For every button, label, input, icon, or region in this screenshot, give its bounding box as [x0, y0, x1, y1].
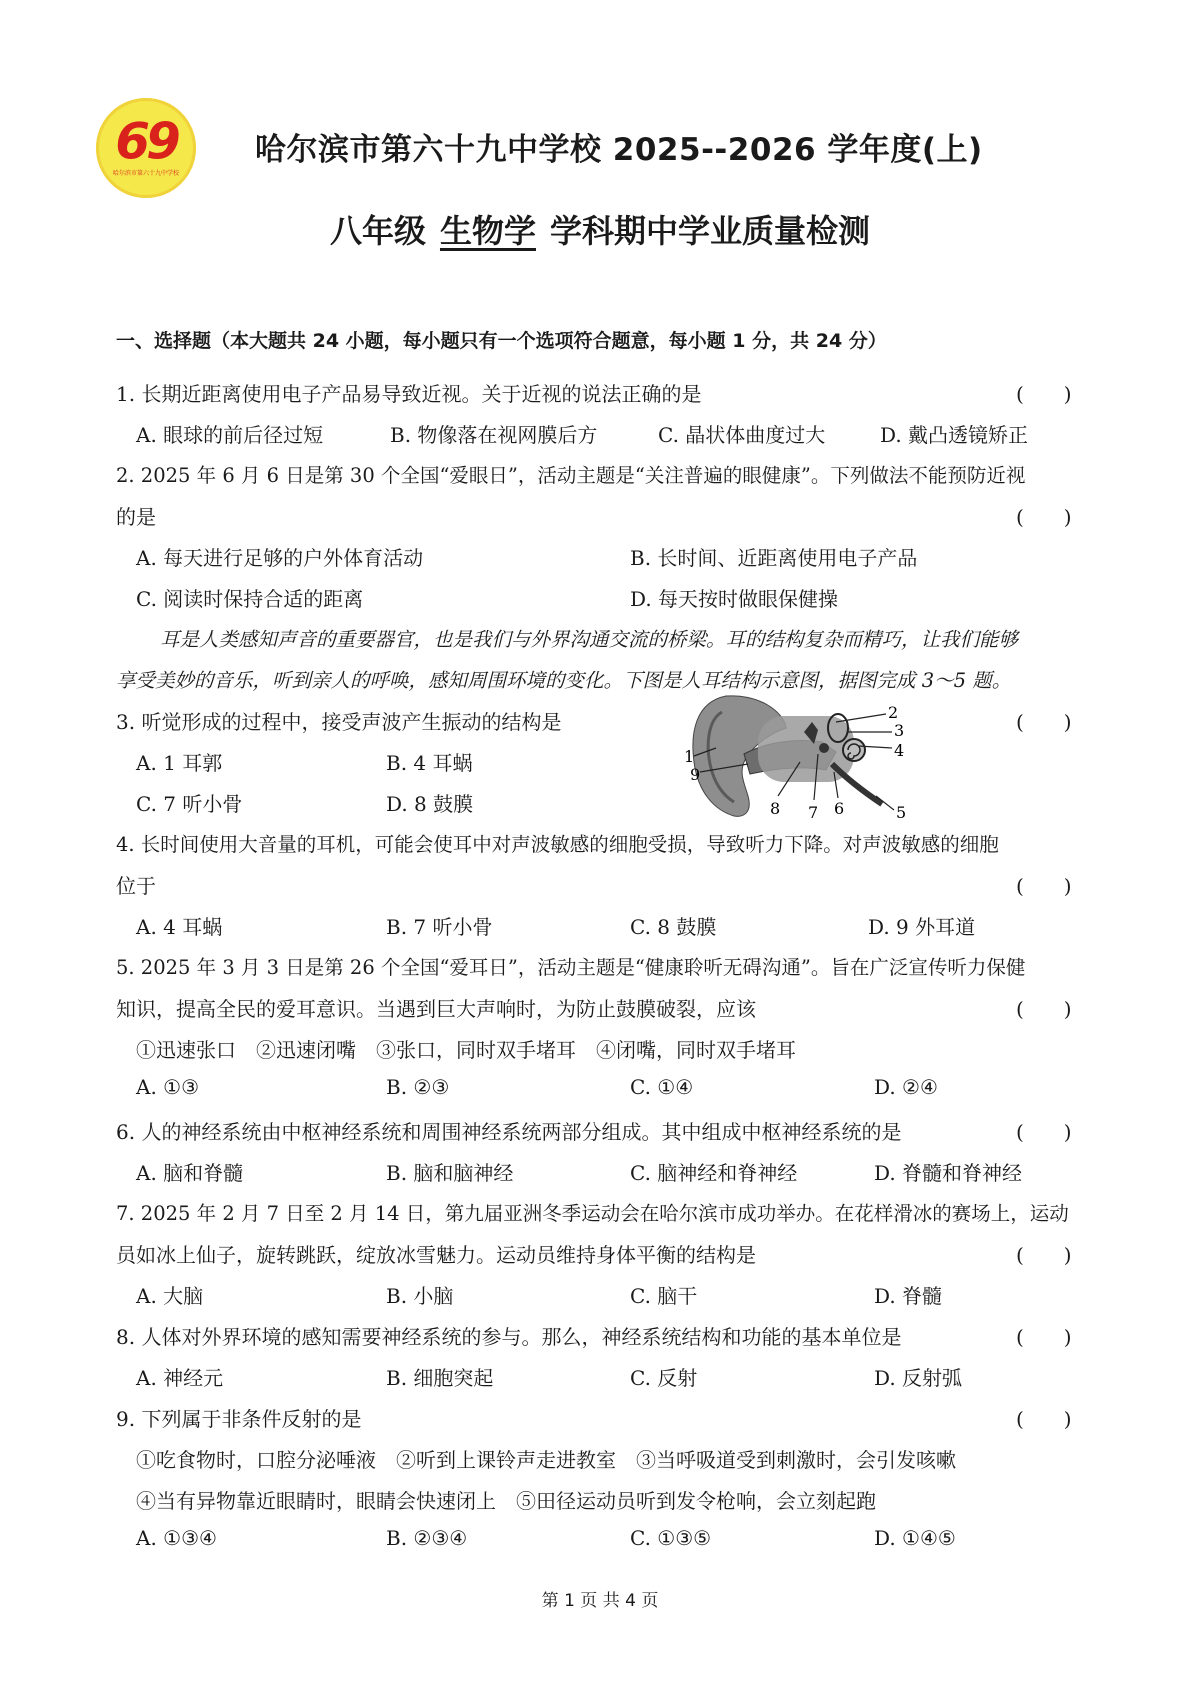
q3-option-b: B. 4 耳蜗 — [386, 751, 473, 775]
q5-option-d: D. ②④ — [874, 1075, 938, 1099]
q8-option-d: D. 反射弧 — [874, 1366, 963, 1390]
q7-stem-line2: 员如冰上仙子，旋转跳跃，绽放冰雪魅力。运动员维持身体平衡的结构是 — [116, 1243, 756, 1267]
ear-label-8: 8 — [770, 799, 781, 818]
q1-stem: 1. 长期近距离使用电子产品易导致近视。关于近视的说法正确的是 — [116, 382, 702, 406]
q6-option-d: D. 脊髓和脊神经 — [874, 1161, 1023, 1185]
q5-statements: ①迅速张口 ②迅速闭嘴 ③张口，同时双手堵耳 ④闭嘴，同时双手堵耳 — [136, 1038, 796, 1062]
exam-name: 学科期中学业质量检测 — [550, 212, 871, 250]
q5-option-c: C. ①④ — [630, 1075, 694, 1099]
q1-option-b: B. 物像落在视网膜后方 — [390, 423, 598, 447]
q4-option-a: A. 4 耳蜗 — [136, 915, 223, 939]
q9-answer-blank: ( ) — [1016, 1407, 1072, 1431]
ear-label-6: 6 — [834, 799, 845, 818]
q9-stem: 9. 下列属于非条件反射的是 — [116, 1407, 362, 1431]
q1-answer-blank: ( ) — [1016, 382, 1072, 406]
q2-option-d: D. 每天按时做眼保健操 — [630, 587, 839, 611]
q5-option-a: A. ①③ — [136, 1075, 200, 1099]
q4-option-b: B. 7 听小骨 — [386, 915, 493, 939]
logo-number: 69 — [115, 112, 177, 170]
q9-option-d: D. ①④⑤ — [874, 1526, 956, 1550]
q6-answer-blank: ( ) — [1016, 1120, 1072, 1144]
ear-label-7: 7 — [808, 803, 819, 822]
q7-stem-line1: 7. 2025 年 2 月 7 日至 2 月 14 日，第九届亚洲冬季运动会在哈尔滨市成功举办。在花样滑冰的赛场上，运动 — [116, 1202, 1069, 1225]
q4-stem-line1: 4. 长时间使用大音量的耳机，可能会使耳中对声波敏感的细胞受损，导致听力下降。对声波敏感的细胞 — [116, 833, 999, 856]
q6-option-c: C. 脑神经和脊神经 — [630, 1161, 798, 1185]
q7-answer-blank: ( ) — [1016, 1243, 1072, 1267]
q8-option-b: B. 细胞突起 — [386, 1366, 494, 1390]
q8-answer-blank: ( ) — [1016, 1325, 1072, 1349]
q1-option-d: D. 戴凸透镜矫正 — [880, 423, 1029, 447]
ear-label-3: 3 — [894, 721, 905, 740]
q6-option-a: A. 脑和脊髓 — [136, 1161, 244, 1185]
q9-option-b: B. ②③④ — [386, 1526, 468, 1550]
school-logo — [96, 98, 196, 198]
q3-stem: 3. 听觉形成的过程中，接受声波产生振动的结构是 — [116, 710, 562, 734]
q3-option-c: C. 7 听小骨 — [136, 792, 243, 816]
ear-label-1: 1 — [684, 747, 695, 766]
q4-stem-line2: 位于 — [116, 874, 156, 898]
q1-option-a: A. 眼球的前后径过短 — [136, 423, 324, 447]
q5-option-b: B. ②③ — [386, 1075, 450, 1099]
ear-structure-diagram — [686, 692, 956, 820]
q2-option-b: B. 长时间、近距离使用电子产品 — [630, 546, 918, 570]
q4-answer-blank: ( ) — [1016, 874, 1072, 898]
q1-option-c: C. 晶状体曲度过大 — [658, 423, 826, 447]
section-heading: 一、选择题（本大题共 24 小题，每小题只有一个选项符合题意，每小题 1 分，共 24 分） — [116, 330, 887, 352]
logo-caption: 哈尔滨市第六十九中学校 — [112, 170, 179, 177]
ear-label-5: 5 — [896, 803, 907, 822]
subject-label: 生物学 — [439, 212, 536, 250]
q5-answer-blank: ( ) — [1016, 997, 1072, 1021]
q4-option-d: D. 9 外耳道 — [868, 915, 976, 939]
passage-line1: 耳是人类感知声音的重要器官，也是我们与外界沟通交流的桥梁。耳的结构复杂而精巧，让我们能够 — [160, 628, 1019, 651]
q5-stem-line1: 5. 2025 年 3 月 3 日是第 26 个全国“爱耳日”，活动主题是“健康聆听无碍沟通”。旨在广泛宣传听力保健 — [116, 956, 1026, 979]
q5-stem-line2: 知识，提高全民的爱耳意识。当遇到巨大声响时，为防止鼓膜破裂，应该 — [116, 997, 756, 1021]
passage-line2: 享受美妙的音乐，听到亲人的呼唤，感知周围环境的变化。下图是人耳结构示意图，据图完成 3～5 题。 — [116, 669, 1012, 692]
exam-title-line2 — [0, 206, 1200, 252]
q8-option-a: A. 神经元 — [136, 1366, 224, 1390]
q2-stem-line2: 的是 — [116, 505, 156, 529]
q7-option-d: D. 脊髓 — [874, 1284, 943, 1308]
q4-option-c: C. 8 鼓膜 — [630, 915, 717, 939]
page-footer: 第 1 页 共 4 页 — [541, 1591, 659, 1611]
q6-stem: 6. 人的神经系统由中枢神经系统和周围神经系统两部分组成。其中组成中枢神经系统的是 — [116, 1120, 902, 1144]
q3-option-d: D. 8 鼓膜 — [386, 792, 474, 816]
q6-option-b: B. 脑和脑神经 — [386, 1161, 514, 1185]
q8-option-c: C. 反射 — [630, 1366, 698, 1390]
q3-option-a: A. 1 耳郭 — [136, 751, 223, 775]
q2-option-a: A. 每天进行足够的户外体育活动 — [136, 546, 424, 570]
q8-stem: 8. 人体对外界环境的感知需要神经系统的参与。那么，神经系统结构和功能的基本单位是 — [116, 1325, 902, 1349]
q7-option-c: C. 脑干 — [630, 1284, 698, 1308]
ear-label-2: 2 — [888, 703, 899, 722]
q9-option-c: C. ①③⑤ — [630, 1526, 712, 1550]
exam-title-line1: 哈尔滨市第六十九中学校 2025--2026 学年度(上) — [255, 132, 983, 168]
q7-option-a: A. 大脑 — [136, 1284, 204, 1308]
q9-statements-line2: ④当有异物靠近眼睛时，眼睛会快速闭上 ⑤田径运动员听到发令枪响，会立刻起跑 — [136, 1489, 876, 1513]
q2-stem-line1: 2. 2025 年 6 月 6 日是第 30 个全国“爱眼日”，活动主题是“关注普遍的眼健康”。下列做法不能预防近视 — [116, 464, 1026, 487]
q9-option-a: A. ①③④ — [136, 1526, 217, 1550]
grade-label: 八年级 — [329, 212, 426, 250]
q9-statements-line1: ①吃食物时，口腔分泌唾液 ②听到上课铃声走进教室 ③当呼吸道受到刺激时，会引发咳嗽 — [136, 1448, 956, 1472]
q2-option-c: C. 阅读时保持合适的距离 — [136, 587, 364, 611]
q7-option-b: B. 小脑 — [386, 1284, 454, 1308]
ear-label-9: 9 — [690, 765, 701, 784]
q2-answer-blank: ( ) — [1016, 505, 1072, 529]
q3-answer-blank: ( ) — [1016, 710, 1072, 734]
ear-label-4: 4 — [894, 741, 905, 760]
